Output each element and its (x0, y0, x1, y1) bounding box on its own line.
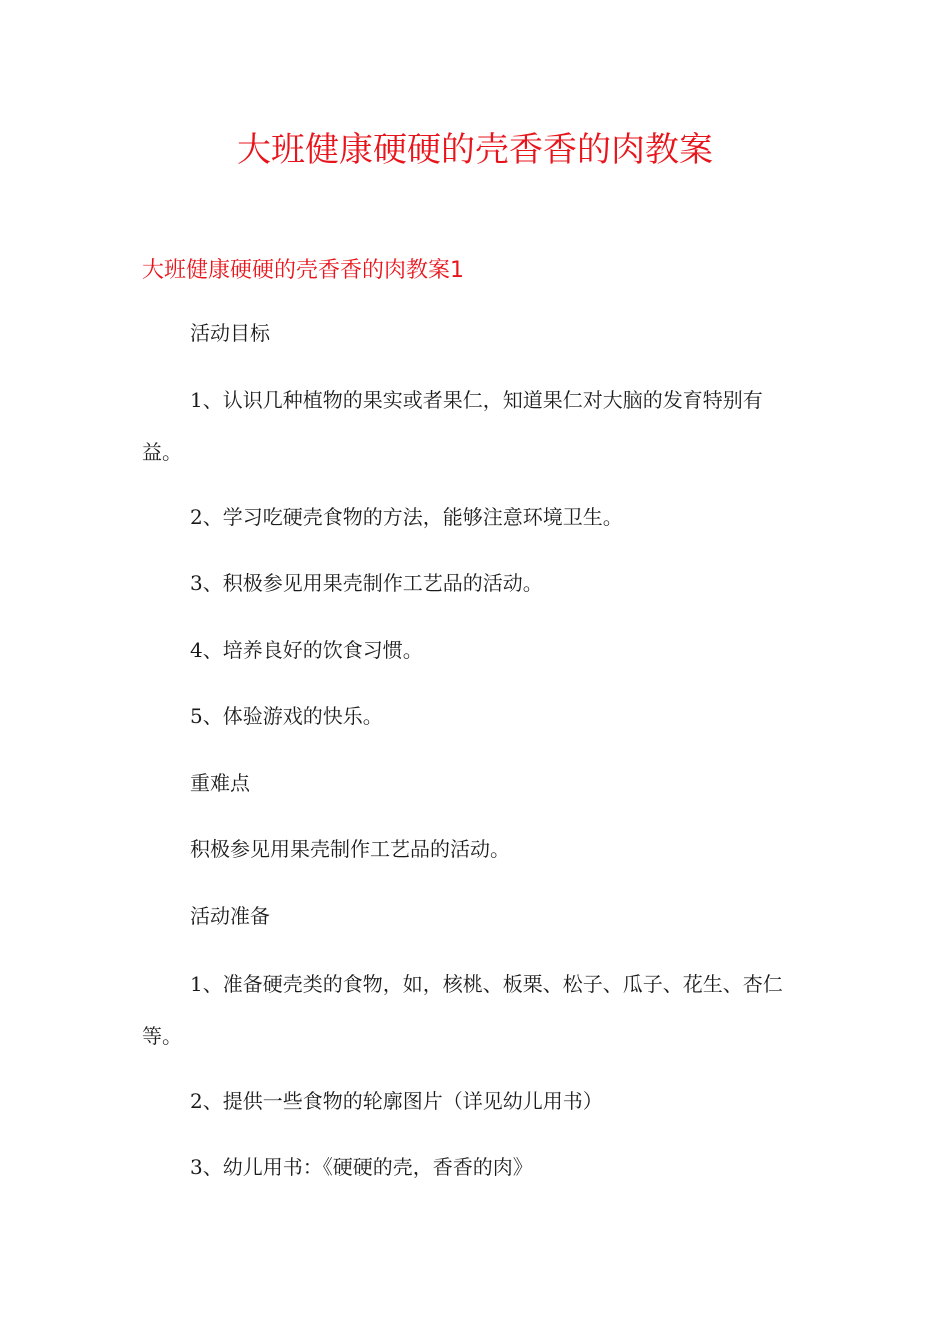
paragraph-goal-3: 3、积极参见用果壳制作工艺品的活动。 (190, 571, 543, 595)
paragraph-goal-4: 4、培养良好的饮食习惯。 (190, 638, 423, 662)
paragraph-key-points: 积极参见用果壳制作工艺品的活动。 (190, 837, 510, 861)
paragraph-preparation-1: 1、准备硬壳类的食物，如，核桃、板栗、松子、瓜子、花生、杏仁等。 (142, 972, 783, 1048)
section-heading: 大班健康硬硬的壳香香的肉教案1 (142, 258, 464, 283)
paragraph-key-points-heading: 重难点 (190, 771, 250, 795)
paragraph-goal-5: 5、体验游戏的快乐。 (190, 704, 383, 728)
paragraph-activity-goals-heading: 活动目标 (190, 321, 270, 345)
paragraph-goal-2: 2、学习吃硬壳食物的方法，能够注意环境卫生。 (190, 505, 623, 529)
document-title: 大班健康硬硬的壳香香的肉教案 (237, 130, 713, 170)
paragraph-preparation-2: 2、提供一些食物的轮廓图片（详见幼儿用书） (190, 1089, 603, 1113)
paragraph-preparation-3: 3、幼儿用书：《硬硬的壳，香香的肉》 (190, 1155, 533, 1179)
paragraph-goal-1: 1、认识几种植物的果实或者果仁，知道果仁对大脑的发育特别有益。 (142, 388, 763, 464)
paragraph-preparation-heading: 活动准备 (190, 904, 270, 928)
